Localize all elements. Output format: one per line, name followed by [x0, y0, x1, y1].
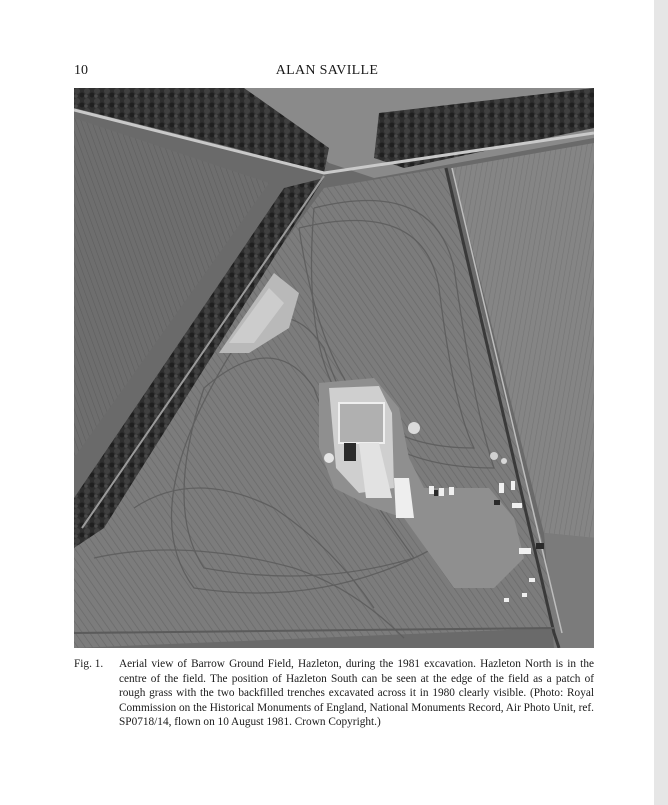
page-number: 10 [74, 63, 88, 78]
figure-label: Fig. 1. [74, 658, 104, 670]
figure-caption [74, 657, 594, 730]
viewer-scrollbar-track[interactable] [654, 0, 668, 805]
aerial-photograph [74, 88, 594, 648]
running-head: ALAN SAVILLE [275, 63, 379, 78]
figure-caption-text: Aerial view of Barrow Ground Field, Hazleton, during the 1981 excavation. Hazleton North is in the centre of the field. The position of Hazleton South can be seen at the edge of the field as a patch of rough grass with the two backfilled trenches excavated across it in 1980 clearly visible. (Photo: Royal Commission on the Historical Monuments of England, National Monuments Record, Air Photo Unit, ref. SP0718/14, flown on 10 August 1981. Crown Copyright.) [119, 658, 594, 729]
